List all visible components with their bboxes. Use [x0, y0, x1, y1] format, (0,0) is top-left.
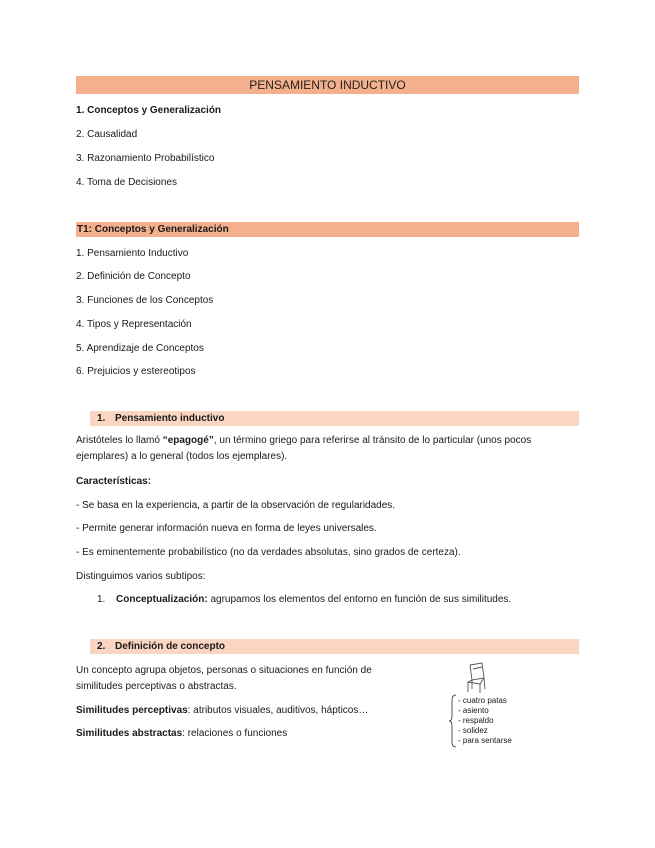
characteristic-item: - Se basa en la experiencia, a partir de la observación de regularidades.	[76, 500, 396, 511]
perceptual-similarities	[76, 704, 368, 717]
subtype-item	[116, 593, 511, 606]
section-2-title: Definición de concepto	[115, 641, 226, 652]
t1-item: 3. Funciones de los Conceptos	[76, 295, 214, 306]
subtypes-intro: Distinguimos varios subtipos:	[76, 571, 206, 582]
abstract-desc: : relaciones o funciones	[182, 728, 288, 739]
t1-item: 5. Aprendizaje de Conceptos	[76, 343, 204, 354]
intro-text-rest: , un término griego para referirse al tránsito de lo particular (unos pocos ejemplares) a lo general (todos los ejemplares).	[76, 435, 532, 462]
perceptual-term: Similitudes perceptivas	[76, 705, 188, 716]
chair-attribute-list	[458, 696, 512, 746]
t1-item: 4. Tipos y Representación	[76, 319, 192, 330]
section-2-intro: Un concepto agrupa objetos, personas o situaciones en función de similitudes perceptivas o abstractas.	[76, 665, 372, 692]
toc-item-1: 1. Conceptos y Generalización	[76, 105, 222, 116]
subtype-desc: agrupamos los elementos del entorno en función de sus similitudes.	[207, 594, 512, 605]
perceptual-desc: : atributos visuales, auditivos, hápticos…	[187, 705, 369, 716]
section-2-heading	[90, 639, 579, 654]
abstract-similarities	[76, 727, 287, 740]
t1-item: 1. Pensamiento Inductivo	[76, 248, 189, 259]
chair-attribute: - solidez	[458, 726, 488, 735]
section-1-title: Pensamiento inductivo	[115, 413, 225, 424]
chair-attribute: - cuatro patas	[458, 696, 507, 705]
section-2-number: 2.	[97, 641, 106, 652]
t1-item: 6. Prejuicios y estereotipos	[76, 366, 196, 377]
brace-icon	[448, 694, 458, 748]
section-1-intro	[76, 433, 566, 465]
chair-attribute: - asiento	[458, 706, 489, 715]
subtype-term: Conceptualización:	[116, 594, 208, 605]
page-title: PENSAMIENTO INDUCTIVO	[76, 76, 579, 94]
toc-item-3: 3. Razonamiento Probabilístico	[76, 153, 215, 164]
intro-text: Aristóteles lo llamó	[76, 435, 163, 446]
section-1-heading	[90, 411, 579, 426]
section-1-number: 1.	[97, 413, 106, 424]
subtype-number: 1.	[97, 594, 106, 605]
characteristic-item: - Es eminentemente probabilístico (no da verdades absolutas, sino grados de certeza).	[76, 547, 461, 558]
characteristic-item: - Permite generar información nueva en forma de leyes universales.	[76, 523, 377, 534]
chair-attribute: - para sentarse	[458, 736, 512, 745]
chair-icon	[464, 662, 490, 694]
chair-attribute: - respaldo	[458, 716, 494, 725]
characteristics-heading: Características:	[76, 476, 152, 487]
abstract-term: Similitudes abstractas	[76, 728, 183, 739]
toc-item-2: 2. Causalidad	[76, 129, 138, 140]
toc-item-4: 4. Toma de Decisiones	[76, 177, 177, 188]
t1-item: 2. Definición de Concepto	[76, 271, 191, 282]
t1-heading: T1: Conceptos y Generalización	[76, 222, 579, 237]
intro-term: “epagogé”	[162, 435, 214, 446]
